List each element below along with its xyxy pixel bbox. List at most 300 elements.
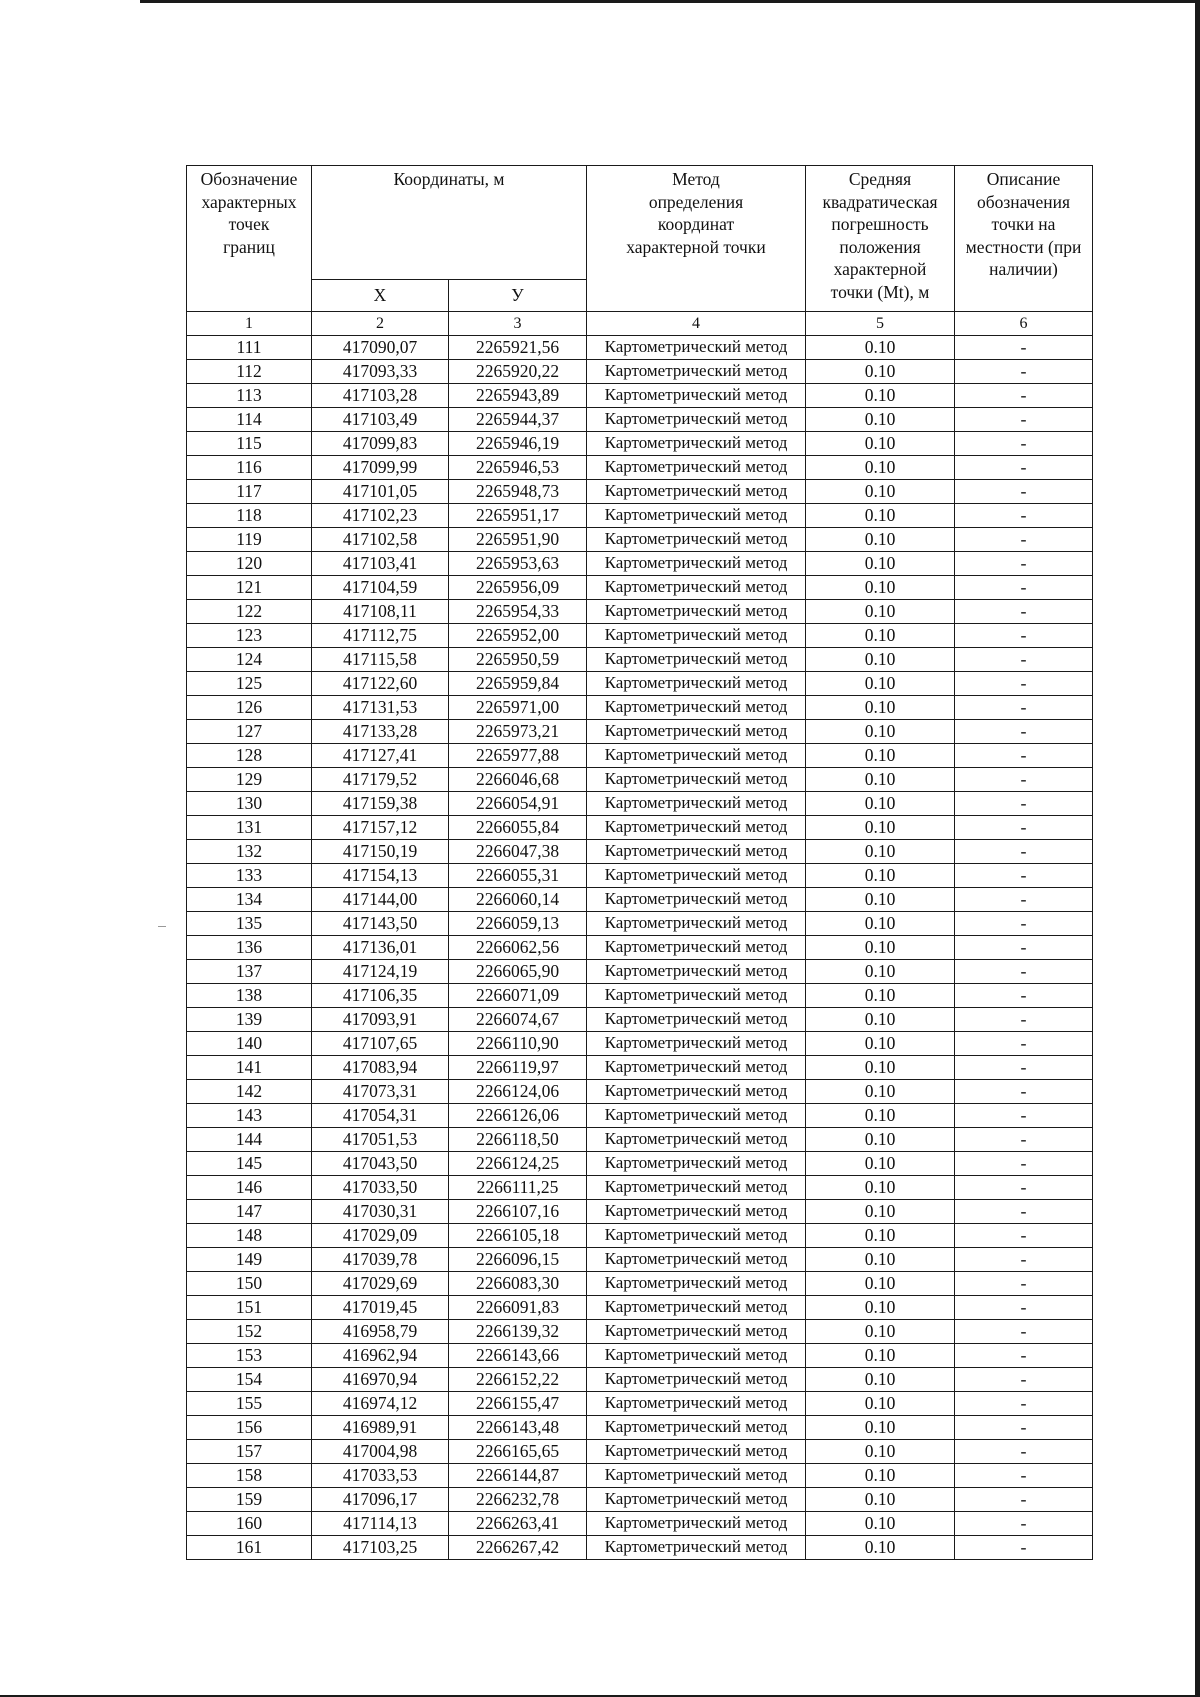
description-cell: - xyxy=(955,840,1093,864)
y-coordinate-cell: 2265920,22 xyxy=(449,360,587,384)
x-coordinate-cell: 417103,28 xyxy=(312,384,449,408)
description-cell: - xyxy=(955,864,1093,888)
method-cell: Картометрический метод xyxy=(587,720,806,744)
y-coordinate-cell: 2266165,65 xyxy=(449,1440,587,1464)
error-cell: 0.10 xyxy=(806,840,955,864)
error-cell: 0.10 xyxy=(806,816,955,840)
table-row xyxy=(187,936,1093,960)
x-coordinate-cell: 417073,31 xyxy=(312,1080,449,1104)
column-number: 5 xyxy=(806,312,955,336)
header-text: характерной точки xyxy=(626,236,766,257)
point-number-cell: 122 xyxy=(187,600,312,624)
description-cell: - xyxy=(955,768,1093,792)
x-coordinate-cell: 417108,11 xyxy=(312,600,449,624)
header-text: погрешность xyxy=(831,214,929,234)
y-coordinate-cell: 2265951,90 xyxy=(449,528,587,552)
x-coordinate-cell: 417030,31 xyxy=(312,1200,449,1224)
description-cell: - xyxy=(955,336,1093,360)
description-cell: - xyxy=(955,1224,1093,1248)
error-cell: 0.10 xyxy=(806,1320,955,1344)
table-row xyxy=(187,1440,1093,1464)
y-coordinate-cell: 2266096,15 xyxy=(449,1248,587,1272)
table-row xyxy=(187,1296,1093,1320)
point-number-cell: 135 xyxy=(187,912,312,936)
method-cell: Картометрический метод xyxy=(587,1320,806,1344)
table-row xyxy=(187,1224,1093,1248)
description-cell: - xyxy=(955,600,1093,624)
description-cell: - xyxy=(955,1392,1093,1416)
point-number-cell: 150 xyxy=(187,1272,312,1296)
description-cell: - xyxy=(955,432,1093,456)
method-cell: Картометрический метод xyxy=(587,744,806,768)
y-coordinate-cell: 2266047,38 xyxy=(449,840,587,864)
method-cell: Картометрический метод xyxy=(587,576,806,600)
point-number-cell: 131 xyxy=(187,816,312,840)
error-cell: 0.10 xyxy=(806,696,955,720)
x-coordinate-cell: 416974,12 xyxy=(312,1392,449,1416)
y-coordinate-cell: 2265946,19 xyxy=(449,432,587,456)
table-row xyxy=(187,1536,1093,1560)
y-coordinate-cell: 2266046,68 xyxy=(449,768,587,792)
error-cell: 0.10 xyxy=(806,408,955,432)
x-coordinate-cell: 417103,25 xyxy=(312,1536,449,1560)
y-coordinate-cell: 2266144,87 xyxy=(449,1464,587,1488)
y-coordinate-cell: 2266143,66 xyxy=(449,1344,587,1368)
point-number-cell: 145 xyxy=(187,1152,312,1176)
x-coordinate-cell: 416989,91 xyxy=(312,1416,449,1440)
description-cell: - xyxy=(955,552,1093,576)
x-coordinate-cell: 417103,49 xyxy=(312,408,449,432)
method-cell: Картометрический метод xyxy=(587,864,806,888)
error-cell: 0.10 xyxy=(806,1080,955,1104)
y-coordinate-cell: 2266152,22 xyxy=(449,1368,587,1392)
method-cell: Картометрический метод xyxy=(587,1008,806,1032)
error-cell: 0.10 xyxy=(806,384,955,408)
y-coordinate-cell: 2265946,53 xyxy=(449,456,587,480)
description-cell: - xyxy=(955,1176,1093,1200)
error-cell: 0.10 xyxy=(806,336,955,360)
method-cell: Картометрический метод xyxy=(587,912,806,936)
point-number-cell: 123 xyxy=(187,624,312,648)
description-cell: - xyxy=(955,1008,1093,1032)
description-cell: - xyxy=(955,384,1093,408)
error-cell: 0.10 xyxy=(806,960,955,984)
description-cell: - xyxy=(955,912,1093,936)
method-cell: Картометрический метод xyxy=(587,1536,806,1560)
point-number-cell: 148 xyxy=(187,1224,312,1248)
y-coordinate-cell: 2265952,00 xyxy=(449,624,587,648)
table-row xyxy=(187,384,1093,408)
description-cell: - xyxy=(955,1032,1093,1056)
table-row xyxy=(187,816,1093,840)
error-cell: 0.10 xyxy=(806,1272,955,1296)
table-row xyxy=(187,1344,1093,1368)
x-coordinate-cell: 417154,13 xyxy=(312,864,449,888)
header-y: У xyxy=(449,280,587,312)
x-coordinate-cell: 417043,50 xyxy=(312,1152,449,1176)
table-row xyxy=(187,1272,1093,1296)
point-number-cell: 154 xyxy=(187,1368,312,1392)
error-cell: 0.10 xyxy=(806,1440,955,1464)
x-coordinate-cell: 417107,65 xyxy=(312,1032,449,1056)
description-cell: - xyxy=(955,672,1093,696)
point-number-cell: 146 xyxy=(187,1176,312,1200)
description-cell: - xyxy=(955,1368,1093,1392)
y-coordinate-cell: 2265944,37 xyxy=(449,408,587,432)
description-cell: - xyxy=(955,360,1093,384)
point-number-cell: 114 xyxy=(187,408,312,432)
error-cell: 0.10 xyxy=(806,912,955,936)
error-cell: 0.10 xyxy=(806,1536,955,1560)
method-cell: Картометрический метод xyxy=(587,1440,806,1464)
description-cell: - xyxy=(955,1488,1093,1512)
header-text: Описание xyxy=(986,169,1061,189)
table-row xyxy=(187,1200,1093,1224)
description-cell: - xyxy=(955,792,1093,816)
description-cell: - xyxy=(955,1440,1093,1464)
table-row xyxy=(187,1152,1093,1176)
description-cell: - xyxy=(955,936,1093,960)
x-coordinate-cell: 417144,00 xyxy=(312,888,449,912)
description-cell: - xyxy=(955,1248,1093,1272)
table-row xyxy=(187,768,1093,792)
method-cell: Картометрический метод xyxy=(587,1272,806,1296)
method-cell: Картометрический метод xyxy=(587,480,806,504)
method-cell: Картометрический метод xyxy=(587,1152,806,1176)
point-number-cell: 127 xyxy=(187,720,312,744)
method-cell: Картометрический метод xyxy=(587,504,806,528)
point-number-cell: 141 xyxy=(187,1056,312,1080)
point-number-cell: 111 xyxy=(187,336,312,360)
error-cell: 0.10 xyxy=(806,456,955,480)
table-row xyxy=(187,528,1093,552)
y-coordinate-cell: 2266055,84 xyxy=(449,816,587,840)
point-number-cell: 147 xyxy=(187,1200,312,1224)
point-number-cell: 117 xyxy=(187,480,312,504)
table-header xyxy=(187,166,1093,336)
header-coordinates xyxy=(312,166,587,280)
error-cell: 0.10 xyxy=(806,1152,955,1176)
description-cell: - xyxy=(955,1104,1093,1128)
point-number-cell: 142 xyxy=(187,1080,312,1104)
table-row xyxy=(187,456,1093,480)
error-cell: 0.10 xyxy=(806,1224,955,1248)
method-cell: Картометрический метод xyxy=(587,624,806,648)
column-number: 3 xyxy=(449,312,587,336)
y-coordinate-cell: 2266111,25 xyxy=(449,1176,587,1200)
y-coordinate-cell: 2266060,14 xyxy=(449,888,587,912)
boundary-points-table xyxy=(186,165,1093,1560)
error-cell: 0.10 xyxy=(806,1464,955,1488)
method-cell: Картометрический метод xyxy=(587,600,806,624)
method-cell: Картометрический метод xyxy=(587,1344,806,1368)
header-text: квадратическая xyxy=(822,191,938,212)
error-cell: 0.10 xyxy=(806,1368,955,1392)
table-row xyxy=(187,1368,1093,1392)
header-text: Координаты, м xyxy=(393,169,505,189)
y-coordinate-cell: 2266232,78 xyxy=(449,1488,587,1512)
table-row xyxy=(187,1104,1093,1128)
description-cell: - xyxy=(955,744,1093,768)
method-cell: Картометрический метод xyxy=(587,960,806,984)
y-coordinate-cell: 2266074,67 xyxy=(449,1008,587,1032)
point-number-cell: 136 xyxy=(187,936,312,960)
method-cell: Картометрический метод xyxy=(587,888,806,912)
column-number: 4 xyxy=(587,312,806,336)
y-coordinate-cell: 2265943,89 xyxy=(449,384,587,408)
point-number-cell: 116 xyxy=(187,456,312,480)
description-cell: - xyxy=(955,504,1093,528)
method-cell: Картометрический метод xyxy=(587,1464,806,1488)
y-coordinate-cell: 2266054,91 xyxy=(449,792,587,816)
x-coordinate-cell: 417124,19 xyxy=(312,960,449,984)
table-row xyxy=(187,672,1093,696)
method-cell: Картометрический метод xyxy=(587,1128,806,1152)
table-row xyxy=(187,1320,1093,1344)
table-row xyxy=(187,1176,1093,1200)
x-coordinate-cell: 417102,23 xyxy=(312,504,449,528)
x-coordinate-cell: 417179,52 xyxy=(312,768,449,792)
x-coordinate-cell: 417029,69 xyxy=(312,1272,449,1296)
point-number-cell: 118 xyxy=(187,504,312,528)
table-row xyxy=(187,984,1093,1008)
y-coordinate-cell: 2265971,00 xyxy=(449,696,587,720)
error-cell: 0.10 xyxy=(806,576,955,600)
description-cell: - xyxy=(955,984,1093,1008)
table-row xyxy=(187,696,1093,720)
method-cell: Картометрический метод xyxy=(587,984,806,1008)
y-coordinate-cell: 2266083,30 xyxy=(449,1272,587,1296)
point-number-cell: 128 xyxy=(187,744,312,768)
table-row xyxy=(187,576,1093,600)
scan-speck xyxy=(158,926,166,927)
description-cell: - xyxy=(955,888,1093,912)
header-text: обозначения xyxy=(976,191,1071,212)
x-coordinate-cell: 417103,41 xyxy=(312,552,449,576)
y-coordinate-cell: 2266263,41 xyxy=(449,1512,587,1536)
description-cell: - xyxy=(955,1536,1093,1560)
method-cell: Картометрический метод xyxy=(587,1296,806,1320)
table-row xyxy=(187,336,1093,360)
table-row xyxy=(187,600,1093,624)
error-cell: 0.10 xyxy=(806,648,955,672)
point-number-cell: 143 xyxy=(187,1104,312,1128)
scan-border-right xyxy=(1195,0,1200,1697)
method-cell: Картометрический метод xyxy=(587,1104,806,1128)
header-mean-square-error xyxy=(806,166,955,312)
method-cell: Картометрический метод xyxy=(587,1080,806,1104)
y-coordinate-cell: 2266143,48 xyxy=(449,1416,587,1440)
table-row xyxy=(187,912,1093,936)
method-cell: Картометрический метод xyxy=(587,768,806,792)
method-cell: Картометрический метод xyxy=(587,528,806,552)
y-coordinate-cell: 2266091,83 xyxy=(449,1296,587,1320)
error-cell: 0.10 xyxy=(806,552,955,576)
error-cell: 0.10 xyxy=(806,432,955,456)
description-cell: - xyxy=(955,1464,1093,1488)
point-number-cell: 161 xyxy=(187,1536,312,1560)
description-cell: - xyxy=(955,1080,1093,1104)
x-coordinate-cell: 417033,50 xyxy=(312,1176,449,1200)
y-coordinate-cell: 2266124,25 xyxy=(449,1152,587,1176)
header-text: точек xyxy=(228,214,270,234)
description-cell: - xyxy=(955,816,1093,840)
x-coordinate-cell: 417019,45 xyxy=(312,1296,449,1320)
x-coordinate-cell: 417101,05 xyxy=(312,480,449,504)
x-coordinate-cell: 417004,98 xyxy=(312,1440,449,1464)
error-cell: 0.10 xyxy=(806,1248,955,1272)
method-cell: Картометрический метод xyxy=(587,840,806,864)
point-number-cell: 144 xyxy=(187,1128,312,1152)
point-number-cell: 151 xyxy=(187,1296,312,1320)
y-coordinate-cell: 2266267,42 xyxy=(449,1536,587,1560)
point-number-cell: 160 xyxy=(187,1512,312,1536)
description-cell: - xyxy=(955,456,1093,480)
method-cell: Картометрический метод xyxy=(587,936,806,960)
y-coordinate-cell: 2266071,09 xyxy=(449,984,587,1008)
error-cell: 0.10 xyxy=(806,672,955,696)
x-coordinate-cell: 417099,83 xyxy=(312,432,449,456)
description-cell: - xyxy=(955,576,1093,600)
table-row xyxy=(187,360,1093,384)
point-number-cell: 120 xyxy=(187,552,312,576)
error-cell: 0.10 xyxy=(806,1344,955,1368)
description-cell: - xyxy=(955,1056,1093,1080)
error-cell: 0.10 xyxy=(806,792,955,816)
error-cell: 0.10 xyxy=(806,1200,955,1224)
description-cell: - xyxy=(955,1272,1093,1296)
error-cell: 0.10 xyxy=(806,480,955,504)
table-row xyxy=(187,792,1093,816)
table-row xyxy=(187,624,1093,648)
description-cell: - xyxy=(955,1200,1093,1224)
description-cell: - xyxy=(955,1296,1093,1320)
point-number-cell: 139 xyxy=(187,1008,312,1032)
table-row xyxy=(187,1416,1093,1440)
y-coordinate-cell: 2266110,90 xyxy=(449,1032,587,1056)
table-row xyxy=(187,888,1093,912)
method-cell: Картометрический метод xyxy=(587,456,806,480)
description-cell: - xyxy=(955,720,1093,744)
column-number: 6 xyxy=(955,312,1093,336)
point-number-cell: 158 xyxy=(187,1464,312,1488)
table-row xyxy=(187,1488,1093,1512)
error-cell: 0.10 xyxy=(806,360,955,384)
header-text: характерных xyxy=(201,191,297,212)
error-cell: 0.10 xyxy=(806,936,955,960)
description-cell: - xyxy=(955,624,1093,648)
point-number-cell: 132 xyxy=(187,840,312,864)
error-cell: 0.10 xyxy=(806,1056,955,1080)
table-row xyxy=(187,648,1093,672)
y-coordinate-cell: 2265977,88 xyxy=(449,744,587,768)
x-coordinate-cell: 417104,59 xyxy=(312,576,449,600)
table-row xyxy=(187,1512,1093,1536)
error-cell: 0.10 xyxy=(806,1512,955,1536)
description-cell: - xyxy=(955,696,1093,720)
header-x: X xyxy=(312,280,449,312)
error-cell: 0.10 xyxy=(806,1416,955,1440)
table-row xyxy=(187,1392,1093,1416)
error-cell: 0.10 xyxy=(806,1104,955,1128)
method-cell: Картометрический метод xyxy=(587,1056,806,1080)
error-cell: 0.10 xyxy=(806,528,955,552)
point-number-cell: 133 xyxy=(187,864,312,888)
point-number-cell: 121 xyxy=(187,576,312,600)
description-cell: - xyxy=(955,480,1093,504)
y-coordinate-cell: 2265921,56 xyxy=(449,336,587,360)
y-coordinate-cell: 2265953,63 xyxy=(449,552,587,576)
x-coordinate-cell: 417112,75 xyxy=(312,624,449,648)
header-text: Обозначение xyxy=(200,169,298,189)
point-number-cell: 125 xyxy=(187,672,312,696)
error-cell: 0.10 xyxy=(806,1176,955,1200)
y-coordinate-cell: 2266139,32 xyxy=(449,1320,587,1344)
method-cell: Картометрический метод xyxy=(587,696,806,720)
y-coordinate-cell: 2266065,90 xyxy=(449,960,587,984)
table-row xyxy=(187,480,1093,504)
x-coordinate-cell: 417090,07 xyxy=(312,336,449,360)
header-description xyxy=(955,166,1093,312)
x-coordinate-cell: 417102,58 xyxy=(312,528,449,552)
method-cell: Картометрический метод xyxy=(587,1248,806,1272)
description-cell: - xyxy=(955,960,1093,984)
description-cell: - xyxy=(955,408,1093,432)
method-cell: Картометрический метод xyxy=(587,792,806,816)
table-row xyxy=(187,960,1093,984)
method-cell: Картометрический метод xyxy=(587,816,806,840)
point-number-cell: 138 xyxy=(187,984,312,1008)
point-number-cell: 134 xyxy=(187,888,312,912)
x-coordinate-cell: 417122,60 xyxy=(312,672,449,696)
y-coordinate-cell: 2265948,73 xyxy=(449,480,587,504)
point-number-cell: 155 xyxy=(187,1392,312,1416)
point-number-cell: 157 xyxy=(187,1440,312,1464)
x-coordinate-cell: 417150,19 xyxy=(312,840,449,864)
scan-border-top xyxy=(140,0,1200,3)
error-cell: 0.10 xyxy=(806,600,955,624)
description-cell: - xyxy=(955,1512,1093,1536)
point-number-cell: 115 xyxy=(187,432,312,456)
x-coordinate-cell: 417093,91 xyxy=(312,1008,449,1032)
header-text: характерной xyxy=(833,259,927,279)
x-coordinate-cell: 416962,94 xyxy=(312,1344,449,1368)
table-body xyxy=(187,336,1093,1560)
description-cell: - xyxy=(955,1128,1093,1152)
method-cell: Картометрический метод xyxy=(587,1488,806,1512)
description-cell: - xyxy=(955,1320,1093,1344)
x-coordinate-cell: 417127,41 xyxy=(312,744,449,768)
table-row xyxy=(187,720,1093,744)
method-cell: Картометрический метод xyxy=(587,1392,806,1416)
y-coordinate-cell: 2266126,06 xyxy=(449,1104,587,1128)
table-row xyxy=(187,864,1093,888)
x-coordinate-cell: 417106,35 xyxy=(312,984,449,1008)
table-row xyxy=(187,1464,1093,1488)
method-cell: Картометрический метод xyxy=(587,672,806,696)
table-row xyxy=(187,1248,1093,1272)
x-coordinate-cell: 417131,53 xyxy=(312,696,449,720)
y-coordinate-cell: 2265959,84 xyxy=(449,672,587,696)
table-row xyxy=(187,408,1093,432)
point-number-cell: 152 xyxy=(187,1320,312,1344)
x-coordinate-cell: 417051,53 xyxy=(312,1128,449,1152)
x-coordinate-cell: 417093,33 xyxy=(312,360,449,384)
error-cell: 0.10 xyxy=(806,624,955,648)
x-coordinate-cell: 417033,53 xyxy=(312,1464,449,1488)
point-number-cell: 119 xyxy=(187,528,312,552)
error-cell: 0.10 xyxy=(806,1008,955,1032)
